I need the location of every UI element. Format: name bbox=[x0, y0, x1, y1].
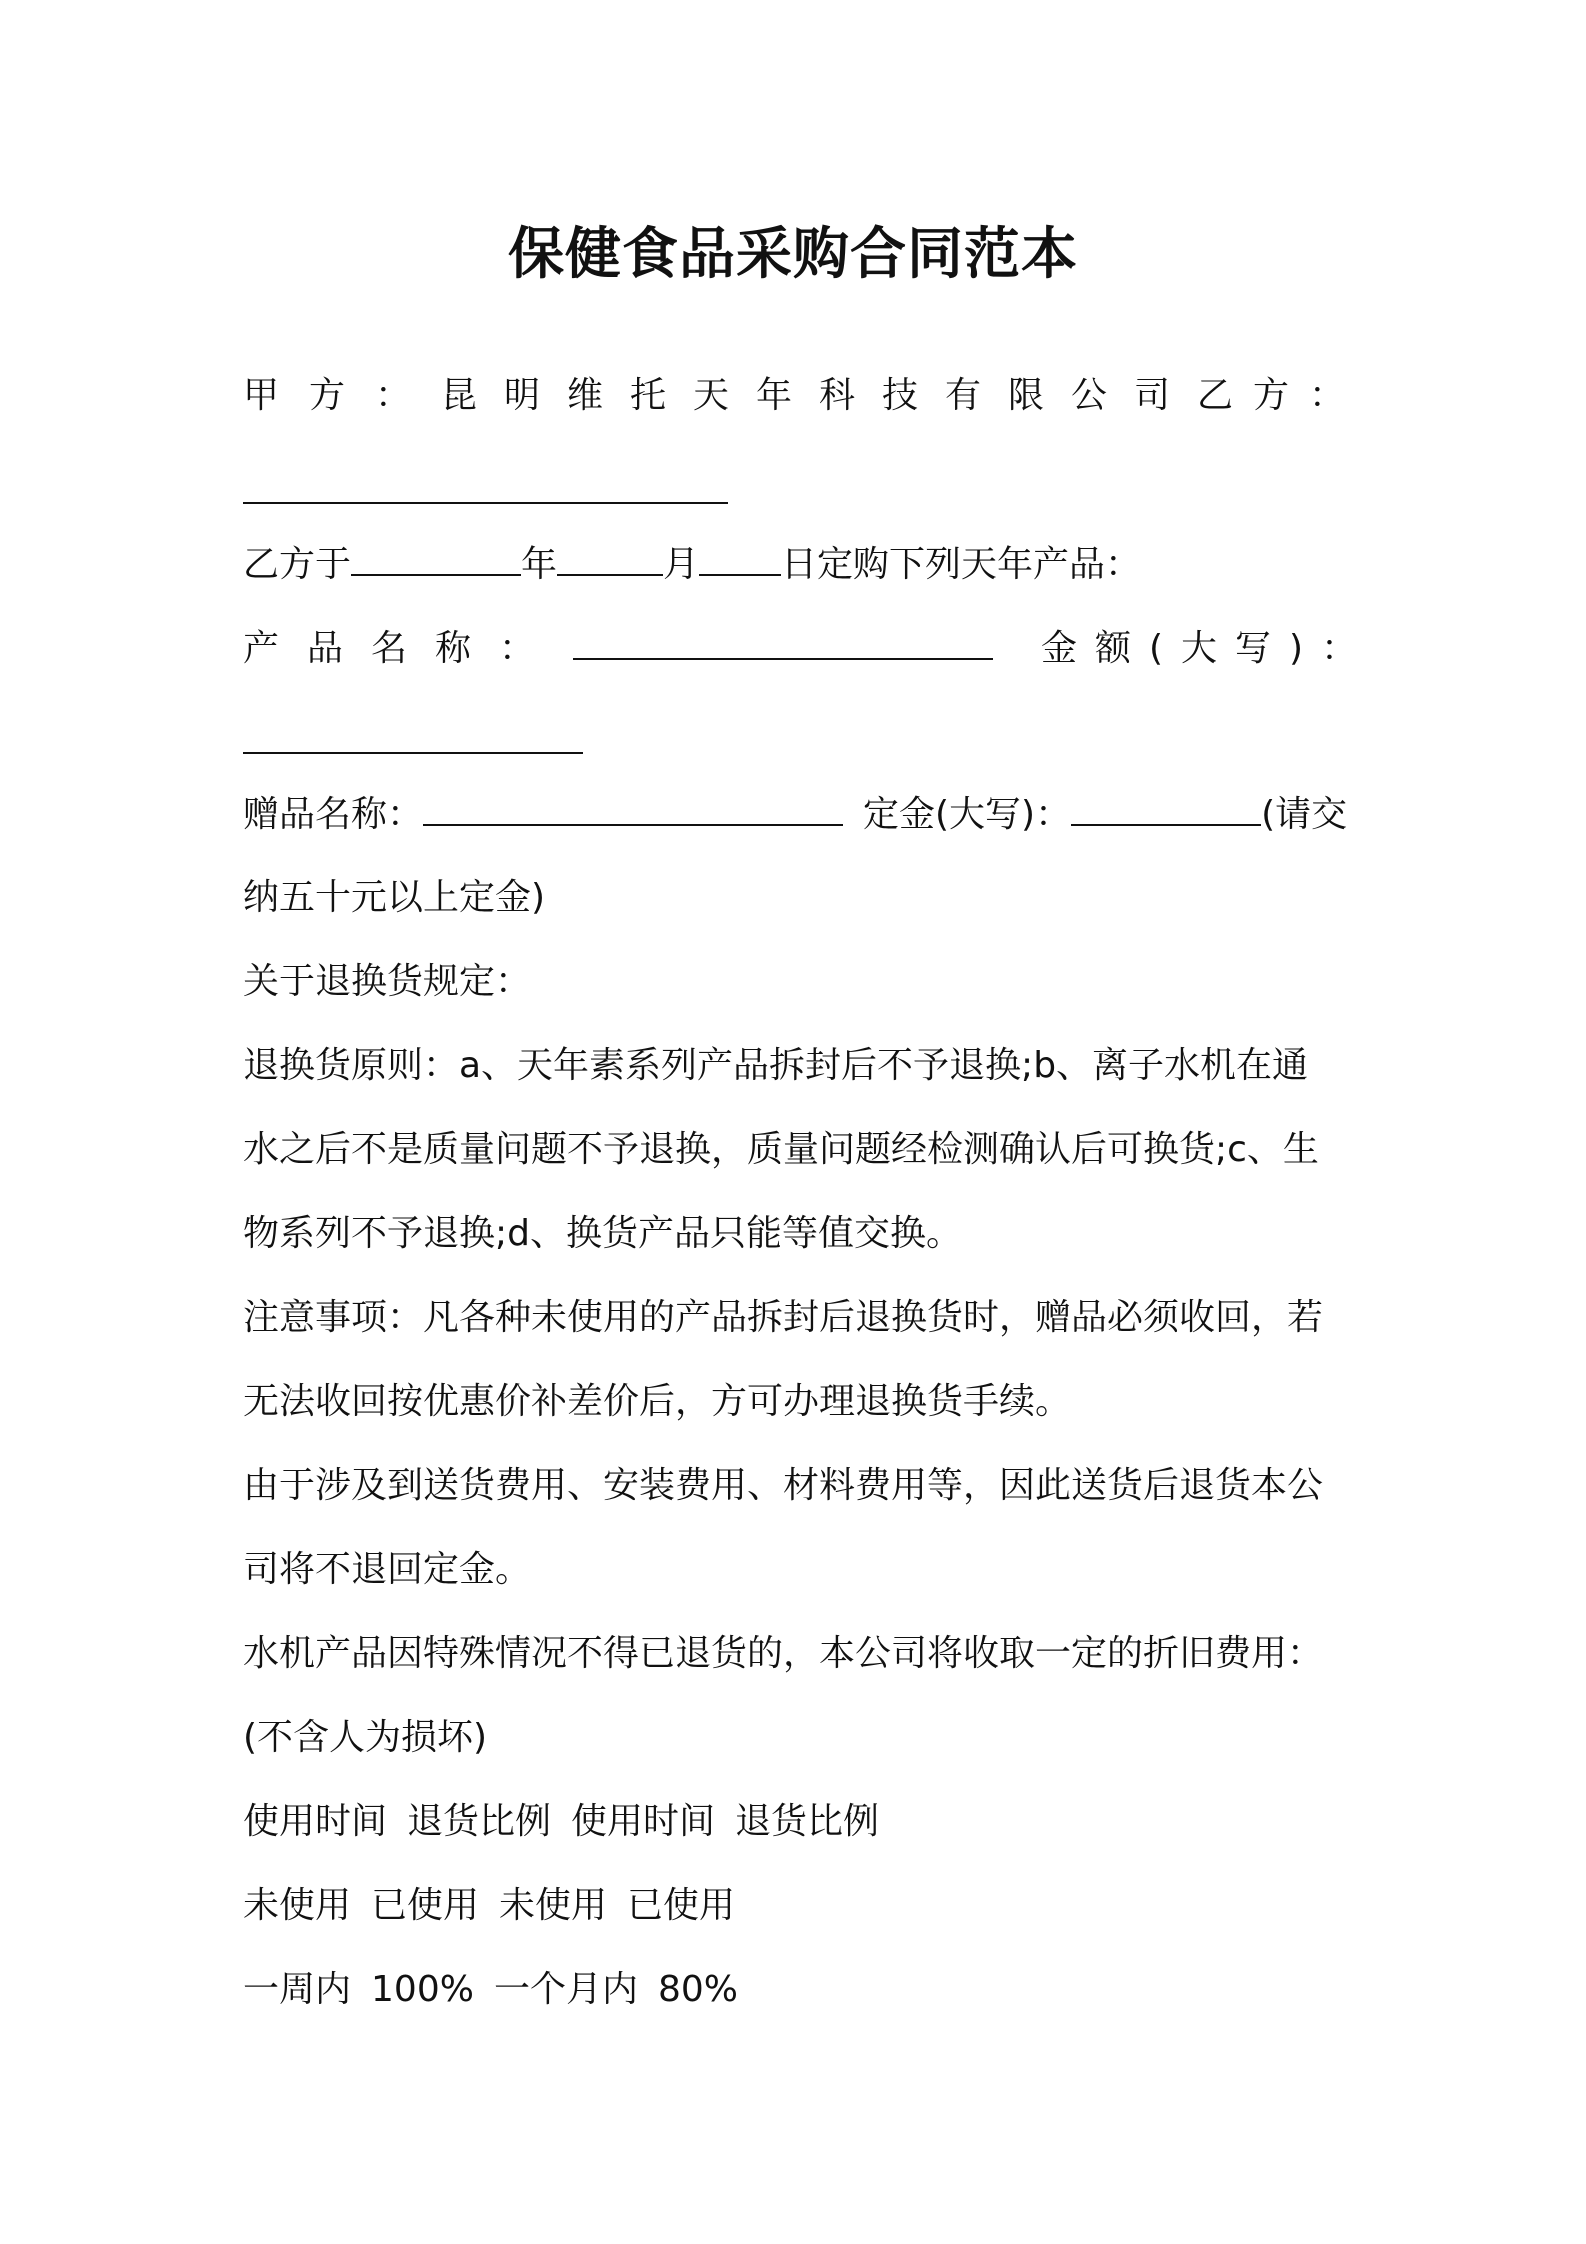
table-row bbox=[243, 1966, 1363, 2014]
parties-line bbox=[243, 372, 1366, 420]
party-a-name: 昆明维托天年科技有限公司 bbox=[441, 375, 1198, 416]
depreciation-line-1: 水机产品因特殊情况不得已退货的，本公司将收取一定的折旧费用： bbox=[243, 1633, 1324, 1674]
product-name-blank[interactable] bbox=[573, 624, 993, 660]
table-sub-cell: 未使用 bbox=[243, 1885, 352, 1926]
deposit-rule-line-1: 由于涉及到送货费用、安装费用、材料费用等，因此送货后退货本公 bbox=[243, 1465, 1324, 1506]
gift-name-label: 赠品名称： bbox=[243, 794, 424, 835]
order-prefix: 乙方于 bbox=[243, 544, 352, 585]
deposit-blank[interactable] bbox=[1071, 790, 1261, 826]
month-blank[interactable] bbox=[557, 540, 663, 576]
party-a-label: 甲方： bbox=[243, 375, 442, 416]
table-cell: 80% bbox=[657, 1969, 738, 2010]
table-sub-cell: 未使用 bbox=[499, 1885, 608, 1926]
party-b-label: 乙方： bbox=[1197, 375, 1366, 416]
party-b-blank[interactable] bbox=[243, 502, 728, 504]
day-text: 日定购下列天年产品： bbox=[781, 544, 1142, 585]
gift-name-blank[interactable] bbox=[423, 790, 843, 826]
table-header-cell: 使用时间 bbox=[571, 1801, 716, 1842]
amount-blank[interactable] bbox=[243, 752, 583, 754]
principle-line-3: 物系列不予退换;d、换货产品只能等值交换。 bbox=[243, 1213, 962, 1254]
deposit-label: 定金(大写)： bbox=[863, 794, 1072, 835]
product-name-label: 产品名称： bbox=[243, 628, 564, 669]
notice-line-2: 无法收回按优惠价补差价后，方可办理退换货手续。 bbox=[243, 1381, 1072, 1422]
order-date-line bbox=[243, 540, 1363, 589]
table-header-cell: 退货比例 bbox=[735, 1801, 880, 1842]
deposit-note-1: (请交 bbox=[1261, 794, 1348, 835]
year-blank[interactable] bbox=[351, 540, 521, 576]
table-sub-cell: 已使用 bbox=[371, 1885, 480, 1926]
table-header-cell: 退货比例 bbox=[407, 1801, 552, 1842]
table-cell: 100% bbox=[371, 1969, 474, 2010]
page-title: 保健食品采购合同范本 bbox=[508, 222, 1078, 287]
gift-deposit-line bbox=[243, 790, 1363, 839]
day-blank[interactable] bbox=[699, 540, 781, 576]
table-header-row bbox=[243, 1798, 1363, 1846]
notice-line-1: 注意事项：凡各种未使用的产品拆封后退换货时，赠品必须收回，若 bbox=[243, 1297, 1324, 1338]
month-label: 月 bbox=[663, 544, 700, 585]
table-cell: 一个月内 bbox=[493, 1969, 638, 2010]
table-header-cell: 使用时间 bbox=[243, 1801, 388, 1842]
principle-line-1: 退换货原则：a、天年素系列产品拆封后不予退换;b、离子水机在通 bbox=[243, 1045, 1309, 1086]
depreciation-line-2: (不含人为损坏) bbox=[243, 1717, 488, 1758]
return-heading: 关于退换货规定： bbox=[243, 961, 532, 1002]
deposit-note-line: 纳五十元以上定金) bbox=[243, 877, 546, 918]
year-label: 年 bbox=[521, 544, 558, 585]
amount-label: 金额(大写)： bbox=[1041, 628, 1376, 669]
deposit-rule-line-2: 司将不退回定金。 bbox=[243, 1549, 532, 1590]
table-sub-cell: 已使用 bbox=[627, 1885, 736, 1926]
table-cell: 一周内 bbox=[243, 1969, 352, 2010]
product-amount-line bbox=[243, 624, 1376, 673]
table-sub-row bbox=[243, 1882, 1363, 1930]
principle-line-2: 水之后不是质量问题不予退换，质量问题经检测确认后可换货;c、生 bbox=[243, 1129, 1319, 1170]
